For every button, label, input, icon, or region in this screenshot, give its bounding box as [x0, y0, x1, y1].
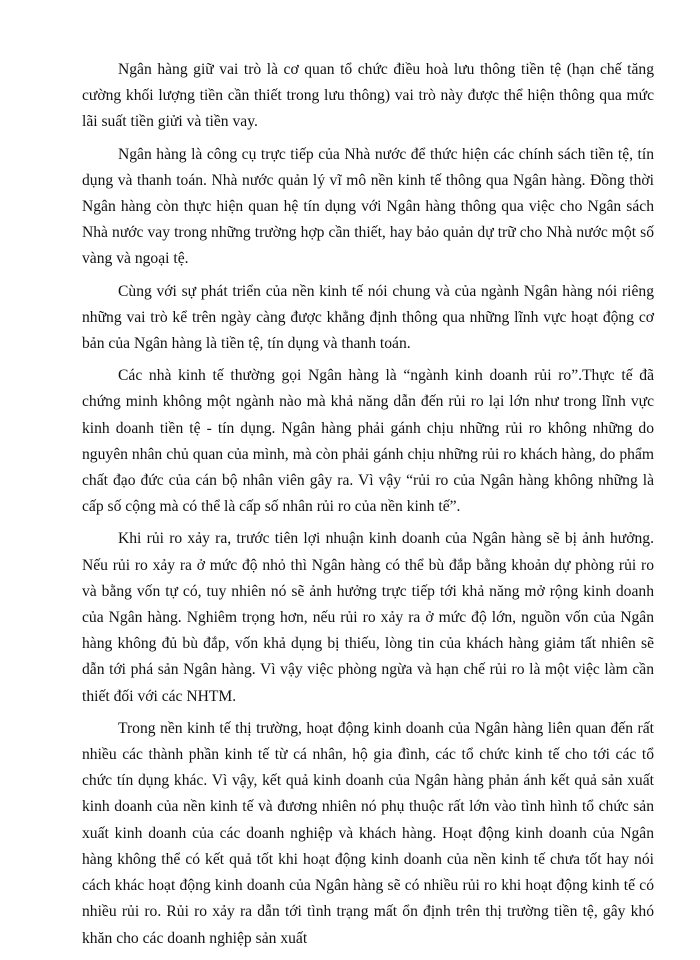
paragraph-3: Cùng với sự phát triển của nền kinh tế nói chung và của ngành Ngân hàng nói riêng những vai trò kể trên ngày càng được khẳng định thông qua những lĩnh vực hoạt động cơ bản của Ngân hàng là tiền tệ, tín dụng và thanh toán. [82, 282, 654, 353]
document-page [82, 57, 654, 958]
paragraph-2: Ngân hàng là công cụ trực tiếp của Nhà nước để thức hiện các chính sách tiền tệ, tín dụng và thanh toán. Nhà nước quản lý vĩ mô nền kinh tế thông qua Ngân hàng. Đồng thời Ngân hàng còn thực hiện quan hệ tín dụng với Ngân hàng thông qua việc cho Ngân sách Nhà nước vay trong những trường hợp cần thiết, hay bảo quản dự trữ cho Nhà nước một số vàng và ngoại tệ. [82, 145, 654, 268]
paragraph-5: Khi rủi ro xảy ra, trước tiên lợi nhuận kinh doanh của Ngân hàng sẽ bị ảnh hưởng. Nếu rủi ro xảy ra ở mức độ nhỏ thì Ngân hàng có thể bù đắp bằng khoản dự phòng rủi ro và bằng vốn tự có, tuy nhiên nó sẽ ảnh hưởng trực tiếp tới khả năng mở rộng kinh doanh của Ngân hàng. Nghiêm trọng hơn, nếu rủi ro xảy ra ở mức độ lớn, nguồn vốn của Ngân hàng không đủ bù đắp, vốn khả dụng bị thiếu, lòng tin của khách hàng giảm tất nhiên sẽ dẫn tới phá sản Ngân hàng. Vì vậy việc phòng ngừa và hạn chế rủi ro là một việc làm cần thiết đối với các NHTM. [82, 530, 654, 705]
paragraph-6: Trong nền kinh tế thị trường, hoạt động kinh doanh của Ngân hàng liên quan đến rất nhiều các thành phần kinh tế từ cá nhân, hộ gia đình, các tổ chức kinh tế cho tới các tổ chức tín dụng khác. Vì vậy, kết quả kinh doanh của Ngân hàng phản ánh kết quả sản xuất kinh doanh của nền kinh tế và đương nhiên nó phụ thuộc rất lớn vào tình hình tổ chức sản xuất kinh doanh của các doanh nghiệp và khách hàng. Hoạt động kinh doanh của Ngân hàng không thể có kết quả tốt khi hoạt động kinh doanh của nền kinh tế chưa tốt hay nói cách khác hoạt động kinh doanh của Ngân hàng sẽ có nhiều rủi ro khi hoạt động kinh tế có nhiều rủi ro. Rủi ro xảy ra dẫn tới tình trạng mất ổn định trên thị trường tiền tệ, gây khó khăn cho các doanh nghiệp sản xuất [82, 719, 654, 947]
paragraph-1: Ngân hàng giữ vai trò là cơ quan tổ chức điều hoà lưu thông tiền tệ (hạn chế tăng cường khối lượng tiền cần thiết trong lưu thông) vai trò này được thể hiện thông qua mức lãi suất tiền giửi và tiền vay. [82, 61, 654, 131]
paragraph-4: Các nhà kinh tế thường gọi Ngân hàng là “ngành kinh doanh rủi ro”.Thực tế đã chứng minh không một ngành nào mà khả năng dẫn đến rủi ro lại lớn như trong lĩnh vực kinh doanh tiền tệ - tín dụng. Ngân hàng phải gánh chịu những rủi ro không những do nguyên nhân chủ quan của mình, mà còn phải gánh chịu những rủi ro khách hàng, do phẩm chất đạo đức của cán bộ nhân viên gây ra. Vì vậy “rủi ro của Ngân hàng không những là cấp số cộng mà có thể là cấp số nhân rủi ro của nền kinh tế”. [82, 367, 654, 516]
